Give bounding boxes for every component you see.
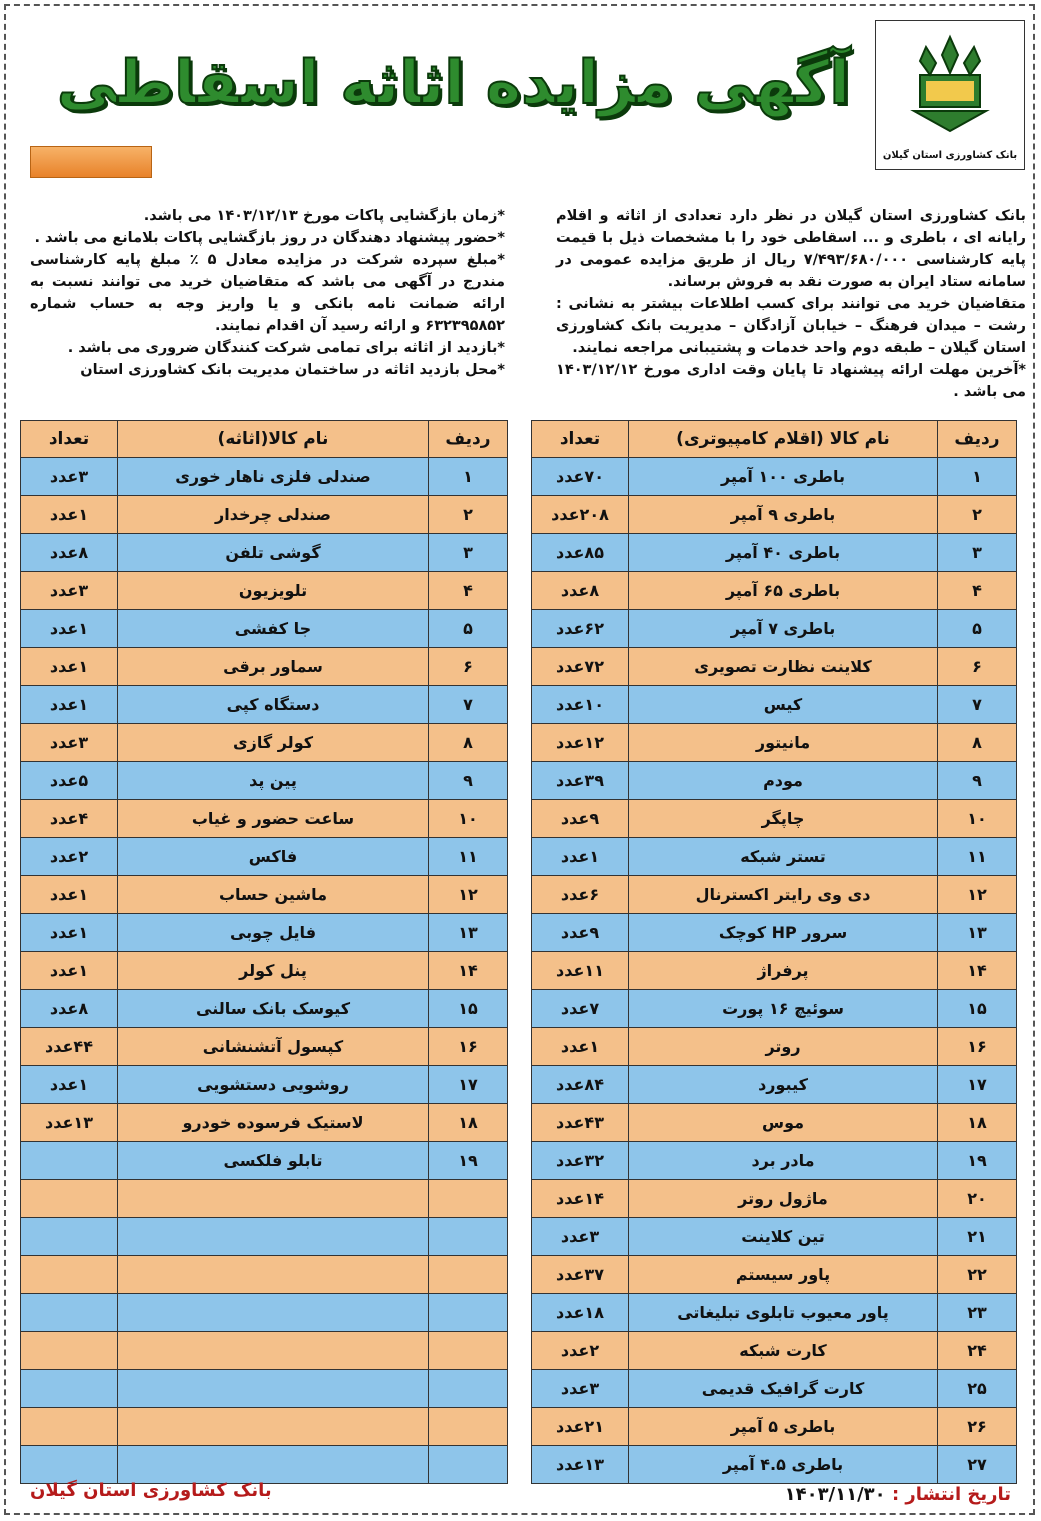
row-number: ۸ [429,724,508,762]
furniture-items-table [20,420,508,1484]
item-count: ۸۵عدد [532,534,629,572]
row-number: ۲۷ [938,1446,1017,1484]
row-number: ۱۸ [429,1104,508,1142]
item-count [21,1408,118,1446]
row-number: ۹ [938,762,1017,800]
item-name: کپسول آتشنشانی [118,1028,429,1066]
row-number: ۲۶ [938,1408,1017,1446]
row-number: ۱۳ [938,914,1017,952]
item-count: ۳۹عدد [532,762,629,800]
table-row [21,686,508,724]
item-name: کیبورد [629,1066,938,1104]
item-name [118,1446,429,1484]
item-count [21,1180,118,1218]
item-count: ۱۰عدد [532,686,629,724]
column-header: ردیف [429,421,508,458]
table-row [21,458,508,496]
item-name: گوشی تلفن [118,534,429,572]
row-number: ۲ [938,496,1017,534]
table-row [532,1256,1017,1294]
table-row [532,724,1017,762]
row-number: ۱۲ [429,876,508,914]
item-name: باطری ۷ آمپر [629,610,938,648]
table-row [21,1294,508,1332]
row-number: ۱ [429,458,508,496]
logo-caption: بانک کشاورزی استان گیلان [882,150,1018,161]
intro-paragraph: *بازدید از اثاثه برای تمامی شرکت کنندگان ضروری می باشد . [67,340,505,356]
row-number: ۱۷ [938,1066,1017,1104]
table-row [532,458,1017,496]
row-number: ۶ [938,648,1017,686]
item-count: ۱عدد [21,648,118,686]
item-name: روشویی دستشویی [118,1066,429,1104]
item-count [21,1332,118,1370]
table-row [532,876,1017,914]
item-name: ساعت حضور و غیاب [118,800,429,838]
column-header: تعداد [21,421,118,458]
item-count: ۸عدد [21,534,118,572]
row-number: ۱۴ [429,952,508,990]
table-row [21,1218,508,1256]
intro-paragraph: بانک کشاورزی استان گیلان در نظر دارد تعدادی از اثاثه و اقلام رایانه ای ، باطری و ... اسقاطی خود را با مشخصات ذیل با قیمت پایه کارشناسی ۷/۴۹۳/۶۸۰/۰۰۰ ریال از طریق مزایده عمومی در سامانه ستاد ایران به صورت نقد به فروش برساند. [556,208,1026,290]
table-row [532,1408,1017,1446]
item-count: ۱۳عدد [532,1446,629,1484]
row-number: ۱۵ [429,990,508,1028]
item-count: ۲۱عدد [532,1408,629,1446]
row-number [429,1256,508,1294]
intro-paragraph: *محل بازدید اثاثه در ساختمان مدیریت بانک کشاورزی استان [80,362,505,378]
item-name [118,1332,429,1370]
row-number: ۳ [429,534,508,572]
item-name: کلاینت نظارت تصویری [629,648,938,686]
table-row [21,610,508,648]
table-row [532,1332,1017,1370]
row-number: ۴ [938,572,1017,610]
item-name: صندلی چرخدار [118,496,429,534]
item-count [21,1446,118,1484]
table-row [532,610,1017,648]
item-name: پنل کولر [118,952,429,990]
item-count: ۲عدد [21,838,118,876]
table-row [532,1142,1017,1180]
column-header: نام کالا(اثاثه) [118,421,429,458]
item-count: ۷۰عدد [532,458,629,496]
row-number: ۲۲ [938,1256,1017,1294]
table-row [532,648,1017,686]
table-row [21,1370,508,1408]
table-row [21,952,508,990]
item-count: ۸عدد [21,990,118,1028]
table-row [532,1218,1017,1256]
item-count [21,1256,118,1294]
row-number: ۷ [429,686,508,724]
item-name: ماژول روتر [629,1180,938,1218]
intro-paragraph: *آخرین مهلت ارائه پیشنهاد تا پایان وقت اداری مورخ ۱۴۰۳/۱۲/۱۲ می باشد . [556,362,1026,400]
item-name: تین کلاینت [629,1218,938,1256]
item-name [118,1408,429,1446]
table-row [21,990,508,1028]
publish-date [785,1484,1011,1505]
item-count: ۶عدد [532,876,629,914]
item-name: صندلی فلزی ناهار خوری [118,458,429,496]
item-name: تلویزیون [118,572,429,610]
table-row [21,914,508,952]
item-count: ۱۱عدد [532,952,629,990]
table-row [21,1028,508,1066]
row-number: ۱۳ [429,914,508,952]
row-number: ۱۶ [429,1028,508,1066]
row-number: ۱۶ [938,1028,1017,1066]
item-count: ۱عدد [21,610,118,648]
item-name: باطری ۹ آمپر [629,496,938,534]
item-name: فایل چوبی [118,914,429,952]
table-body [21,458,508,1484]
table-row [532,1104,1017,1142]
item-count: ۳عدد [21,724,118,762]
item-name: باطری ۴.۵ آمپر [629,1446,938,1484]
wheat-emblem-icon [904,33,996,133]
item-count: ۱عدد [532,838,629,876]
item-name: سوئیچ ۱۶ پورت [629,990,938,1028]
table-row [532,838,1017,876]
item-count [21,1218,118,1256]
table-row [21,648,508,686]
row-number: ۲۵ [938,1370,1017,1408]
table-row [21,1180,508,1218]
item-count: ۲۰۸عدد [532,496,629,534]
table-row [532,572,1017,610]
table-row [21,1446,508,1484]
row-number: ۲۴ [938,1332,1017,1370]
item-count: ۱عدد [21,914,118,952]
decorative-bar [30,146,152,178]
table-row [532,1446,1017,1484]
table-row [21,534,508,572]
intro-text-left [30,205,505,381]
computer-items-table [531,420,1017,1484]
table-row [21,572,508,610]
item-name: ماشین حساب [118,876,429,914]
item-count: ۱عدد [21,876,118,914]
table-row [532,800,1017,838]
item-count: ۱۳عدد [21,1104,118,1142]
item-name: کارت شبکه [629,1332,938,1370]
item-count: ۷عدد [532,990,629,1028]
table-row [21,838,508,876]
table-row [21,1408,508,1446]
table-row [21,1256,508,1294]
table-row [532,762,1017,800]
table-row [532,496,1017,534]
intro-text-right [556,205,1026,403]
item-name: جا کفشی [118,610,429,648]
intro-paragraph: *حضور پیشنهاد دهندگان در روز بازگشایی پاکات بلامانع می باشد . [34,230,505,246]
item-name: باطری ۵ آمپر [629,1408,938,1446]
item-count: ۳عدد [21,572,118,610]
row-number: ۱۲ [938,876,1017,914]
item-count: ۷۲عدد [532,648,629,686]
item-count: ۹عدد [532,914,629,952]
table-row [532,990,1017,1028]
table-row [532,1294,1017,1332]
row-number: ۵ [429,610,508,648]
item-count: ۳عدد [21,458,118,496]
item-name: چاپگر [629,800,938,838]
item-count: ۱۲عدد [532,724,629,762]
item-count: ۸عدد [532,572,629,610]
item-count: ۱عدد [21,1066,118,1104]
item-count: ۱عدد [532,1028,629,1066]
item-name: پاور سیستم [629,1256,938,1294]
row-number [429,1218,508,1256]
item-count [21,1294,118,1332]
item-count: ۱عدد [21,952,118,990]
item-name: سماور برقی [118,648,429,686]
table-row [21,724,508,762]
item-count: ۱۴عدد [532,1180,629,1218]
item-name: لاستیک فرسوده خودرو [118,1104,429,1142]
item-count: ۳۷عدد [532,1256,629,1294]
table-row [532,952,1017,990]
row-number: ۸ [938,724,1017,762]
row-number: ۱۰ [938,800,1017,838]
table-row [21,1104,508,1142]
item-name: باطری ۶۵ آمپر [629,572,938,610]
row-number: ۱۹ [429,1142,508,1180]
row-number: ۲۰ [938,1180,1017,1218]
item-name: مادر برد [629,1142,938,1180]
item-count: ۳عدد [532,1218,629,1256]
row-number: ۱۱ [938,838,1017,876]
item-count: ۲عدد [532,1332,629,1370]
row-number [429,1370,508,1408]
item-count [21,1142,118,1180]
item-name: تابلو فلکسی [118,1142,429,1180]
row-number: ۹ [429,762,508,800]
item-count: ۳عدد [532,1370,629,1408]
item-name: سرور HP کوچک [629,914,938,952]
item-name: تستر شبکه [629,838,938,876]
item-count: ۶۲عدد [532,610,629,648]
item-name [118,1218,429,1256]
table-body [532,458,1017,1484]
item-name: کارت گرافیک قدیمی [629,1370,938,1408]
table-row [532,1180,1017,1218]
row-number: ۱۱ [429,838,508,876]
row-number: ۱ [938,458,1017,496]
item-count: ۳۲عدد [532,1142,629,1180]
item-name: باطری ۴۰ آمپر [629,534,938,572]
row-number: ۳ [938,534,1017,572]
row-number: ۷ [938,686,1017,724]
column-header: ردیف [938,421,1017,458]
row-number: ۲ [429,496,508,534]
intro-paragraph: *زمان بازگشایی پاکات مورخ ۱۴۰۳/۱۲/۱۳ می باشد. [143,208,505,224]
row-number [429,1408,508,1446]
row-number: ۱۹ [938,1142,1017,1180]
item-name: کیوسک بانک سالنی [118,990,429,1028]
table-row [21,1142,508,1180]
item-name: باطری ۱۰۰ آمپر [629,458,938,496]
item-name: پاور معیوب تابلوی تبلیغاتی [629,1294,938,1332]
row-number: ۲۱ [938,1218,1017,1256]
row-number [429,1180,508,1218]
item-name: دستگاه کپی [118,686,429,724]
item-name: کولر گازی [118,724,429,762]
item-name [118,1256,429,1294]
table-row [21,496,508,534]
row-number: ۱۵ [938,990,1017,1028]
intro-paragraph: متقاضیان خرید می توانند برای کسب اطلاعات بیشتر به نشانی : رشت – میدان فرهنگ – خیابان آزادگان – مدیریت بانک کشاورزی استان گیلان – طبقه دوم واحد خدمات و پشتیبانی مراجعه نمایند. [556,296,1026,356]
publish-date-label: تاریخ انتشار : [891,1484,1011,1505]
item-count: ۹عدد [532,800,629,838]
header [20,20,1025,172]
row-number [429,1332,508,1370]
table-row [532,1066,1017,1104]
column-header: نام کالا (اقلام کامپیوتری) [629,421,938,458]
item-name: موس [629,1104,938,1142]
row-number [429,1294,508,1332]
row-number: ۱۷ [429,1066,508,1104]
item-name: روتر [629,1028,938,1066]
table-header-row [21,421,508,458]
table-row [21,1066,508,1104]
table-row [21,762,508,800]
item-count: ۴۳عدد [532,1104,629,1142]
row-number: ۲۳ [938,1294,1017,1332]
footer-bank-name: بانک کشاورزی استان گیلان [30,1480,272,1501]
item-name: دی وی رایتر اکسترنال [629,876,938,914]
table-row [532,1028,1017,1066]
item-name: کیس [629,686,938,724]
intro-paragraph: *مبلغ سپرده شرکت در مزایده معادل ۵ ٪ مبلغ پایه کارشناسی مندرج در آگهی می باشد که متقاضیان خرید می توانند نسبت به ارائه ضمانت نامه بانکی و یا واریز وجه به حساب شماره ۶۳۲۳۹۵۸۵۲ و ارائه رسید آن اقدام نمایند. [30,252,505,334]
item-count: ۵عدد [21,762,118,800]
item-name: پرفراژ [629,952,938,990]
table-row [21,876,508,914]
publish-date-value: ۱۴۰۳/۱۱/۳۰ [784,1484,886,1505]
bank-logo [875,20,1025,170]
item-name [118,1180,429,1218]
table-row [532,914,1017,952]
table-header-row [532,421,1017,458]
row-number: ۶ [429,648,508,686]
page-title: آگهی مزایده اثاثه اسقاطی [56,48,850,118]
item-count [21,1370,118,1408]
row-number: ۵ [938,610,1017,648]
row-number: ۱۰ [429,800,508,838]
table-row [21,800,508,838]
row-number: ۴ [429,572,508,610]
row-number: ۱۸ [938,1104,1017,1142]
item-name [118,1370,429,1408]
item-count: ۴عدد [21,800,118,838]
item-count: ۱عدد [21,496,118,534]
table-row [21,1332,508,1370]
item-name: پین پد [118,762,429,800]
item-name [118,1294,429,1332]
item-count: ۸۴عدد [532,1066,629,1104]
item-name: فاکس [118,838,429,876]
item-count: ۴۴عدد [21,1028,118,1066]
table-row [532,534,1017,572]
table-row [532,686,1017,724]
row-number [429,1446,508,1484]
item-name: مودم [629,762,938,800]
item-name: مانیتور [629,724,938,762]
item-count: ۱عدد [21,686,118,724]
table-row [532,1370,1017,1408]
column-header: تعداد [532,421,629,458]
row-number: ۱۴ [938,952,1017,990]
item-count: ۱۸عدد [532,1294,629,1332]
